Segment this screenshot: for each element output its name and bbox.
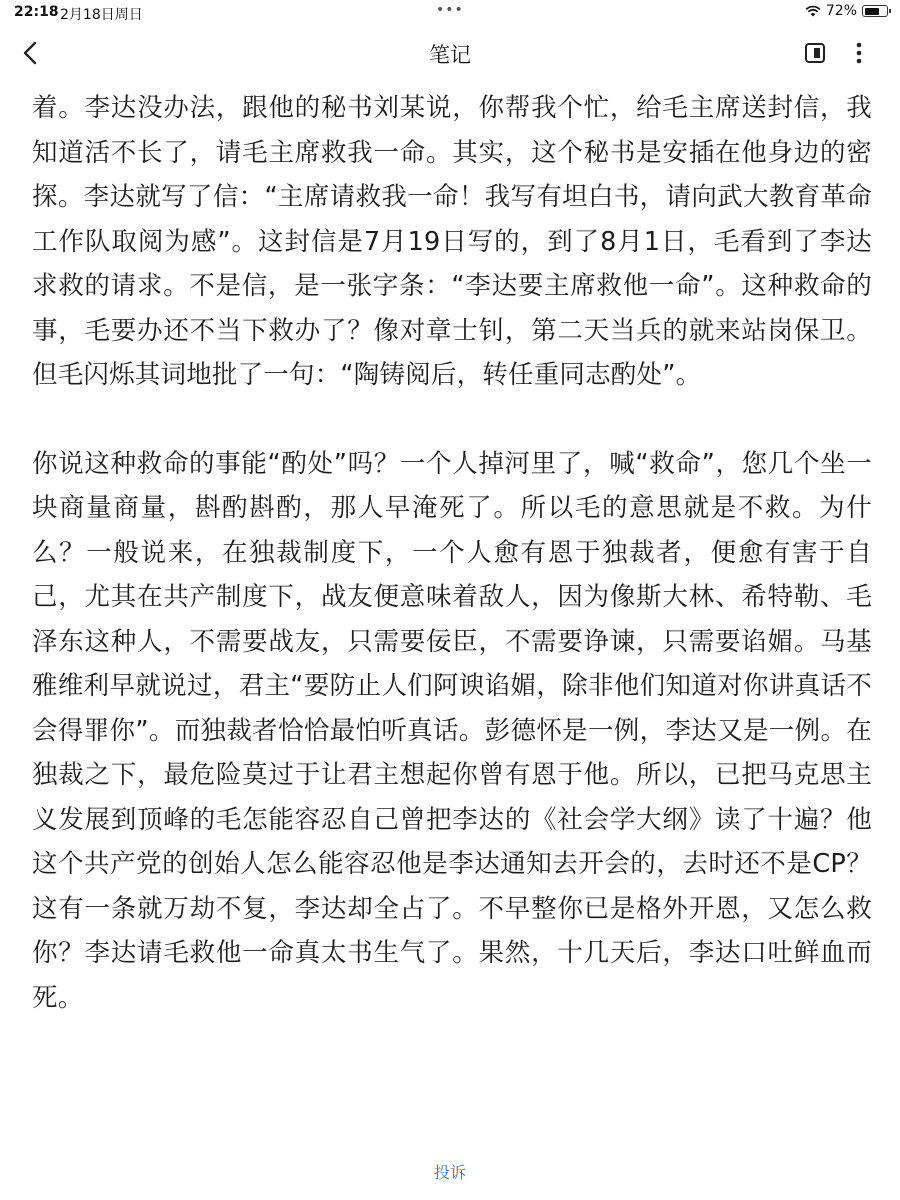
more-button[interactable] <box>846 40 872 66</box>
paragraph-1: 着。李达没办法，跟他的秘书刘某说，你帮我个忙，给毛主席送封信，我知道活不长了，请毛主席救我一命。其实，这个秘书是安插在他身边的密探。李达就写了信：“主席请救我一命！我写有坦白书，请向武大教育革命工作队取阅为感”。这封信是7月19日写的，到了8月1日，毛看到了李达求救的请求。不是信，是一张字条：“李达要主席救他一命”。这种救命的事，毛要办还不当下救办了？像对章士钊，第二天当兵的就来站岗保卫。但毛闪烁其词地批了一句：“陶铸阅后，转任重同志酌处”。 <box>32 93 872 390</box>
paragraph-2: 你说这种救命的事能“酌处”吗？一个人掉河里了，喊“救命”，您几个坐一块商量商量，斟酌斟酌，那人早淹死了。所以毛的意思就是不救。为什么？一般说来，在独裁制度下，一个人愈有恩于独裁者，便愈有害于自己，尤其在共产制度下，战友便意味着敌人，因为像斯大林、希特勒、毛泽东这种人，不需要战友，只需要佞臣，不需要诤谏，只需要谄媚。马基雅维利早就说过，君主“要防止人们阿谀谄媚，除非他们知道对你讲真话不会得罪你”。而独裁者恰恰最怕听真话。彭德怀是一例，李达又是一例。在独裁之下，最危险莫过于让君主想起你曾有恩于他。所以，已把马克思主义发展到顶峰的毛怎能容忍自己曾把李达的《社会学大纲》读了十遍？他这个共产党的创始人怎么能容忍他是李达通知去开会的，去时还不是CP？这有一条就万劫不复，李达却全占了。不早整你已是格外开恩，又怎么救你？李达请毛救他一命真太书生气了。果然，十几天后，李达口吐鲜血而死。 <box>32 448 872 1013</box>
status-right <box>805 3 888 19</box>
battery-fill <box>865 8 879 15</box>
note-content <box>32 86 872 1020</box>
nav-bar <box>0 26 900 80</box>
battery-percent: 72% <box>825 3 857 19</box>
more-dots-icon <box>846 40 872 66</box>
wifi-icon <box>805 4 821 18</box>
page-title: 笔记 <box>429 43 471 67</box>
status-bar <box>0 0 900 26</box>
status-time: 22:18 <box>14 4 59 20</box>
report-link[interactable]: 投诉 <box>433 1163 466 1182</box>
reader-mode-button[interactable] <box>802 40 828 66</box>
multitasking-dots[interactable]: ••• <box>436 2 464 18</box>
battery-tip <box>889 9 891 13</box>
status-date: 2月18日周日 <box>60 7 143 23</box>
battery-icon <box>862 5 888 17</box>
reader-mode-icon <box>802 40 828 66</box>
